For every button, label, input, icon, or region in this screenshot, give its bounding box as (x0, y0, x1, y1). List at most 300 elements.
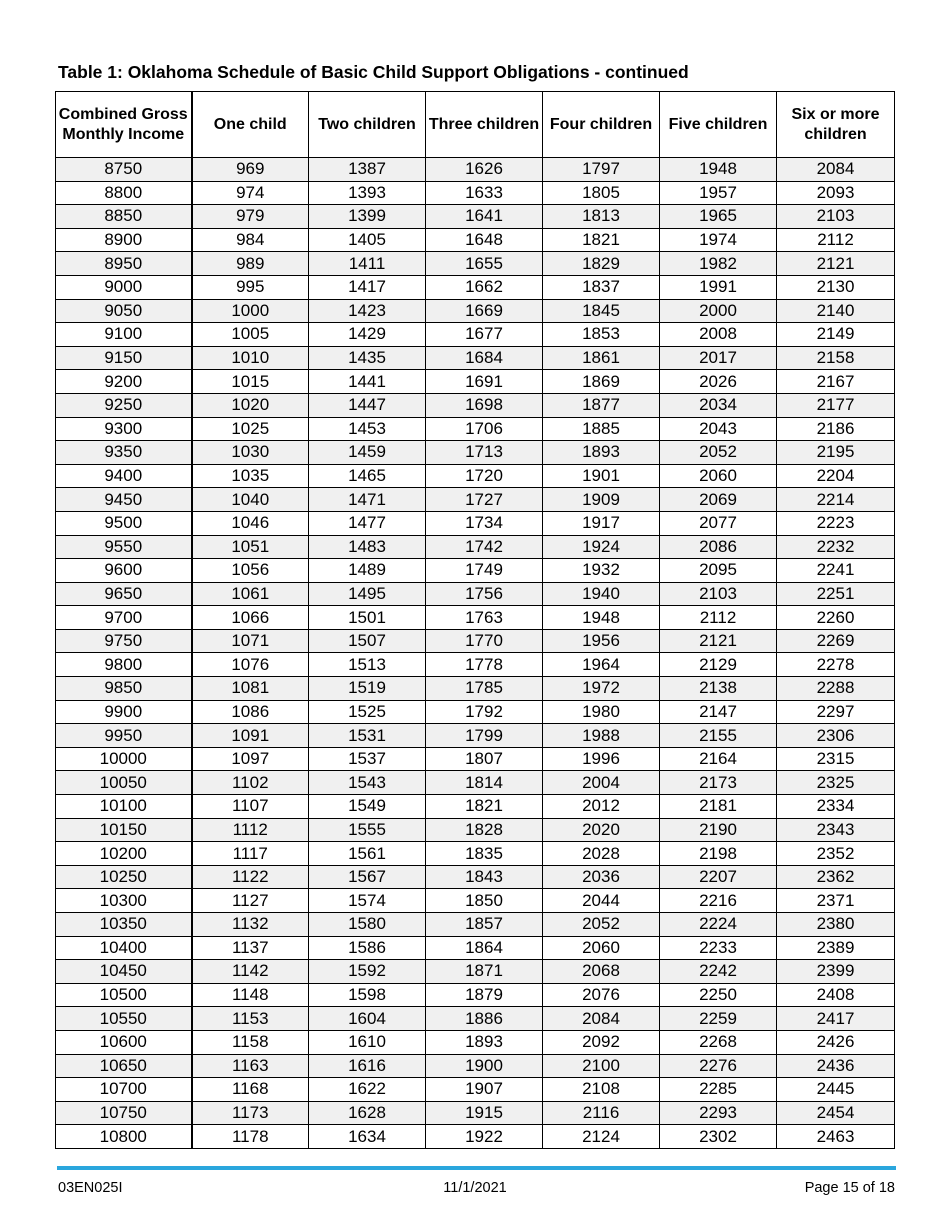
table-row (56, 370, 895, 394)
obligation-cell: 1127 (192, 889, 309, 913)
obligation-cell: 1005 (192, 323, 309, 347)
obligation-cell: 1411 (309, 252, 426, 276)
table-row (56, 299, 895, 323)
income-cell: 9600 (56, 559, 192, 583)
income-cell: 10600 (56, 1030, 192, 1054)
obligation-cell: 2112 (660, 606, 777, 630)
income-cell: 9050 (56, 299, 192, 323)
obligation-cell: 1417 (309, 275, 426, 299)
obligation-cell: 2306 (777, 724, 895, 748)
obligation-cell: 2095 (660, 559, 777, 583)
obligation-cell: 1091 (192, 724, 309, 748)
obligation-cell: 1706 (426, 417, 543, 441)
obligation-cell: 2084 (543, 1007, 660, 1031)
obligation-cell: 1148 (192, 983, 309, 1007)
table-row (56, 205, 895, 229)
obligation-cell: 2052 (660, 441, 777, 465)
table-row (56, 417, 895, 441)
income-cell: 10550 (56, 1007, 192, 1031)
table-row (56, 1125, 895, 1149)
obligation-cell: 2129 (660, 653, 777, 677)
table-row (56, 1101, 895, 1125)
obligation-cell: 1051 (192, 535, 309, 559)
obligation-cell: 2149 (777, 323, 895, 347)
obligation-cell: 1932 (543, 559, 660, 583)
header-two-children: Two children (309, 92, 426, 158)
obligation-cell: 2242 (660, 960, 777, 984)
obligation-cell: 1857 (426, 913, 543, 937)
obligation-cell: 1561 (309, 842, 426, 866)
obligation-cell: 1081 (192, 677, 309, 701)
obligation-cell: 2069 (660, 488, 777, 512)
table-row (56, 818, 895, 842)
obligation-cell: 1922 (426, 1125, 543, 1149)
obligation-cell: 2086 (660, 535, 777, 559)
obligation-cell: 2108 (543, 1078, 660, 1102)
obligation-cell: 2173 (660, 771, 777, 795)
obligation-cell: 1405 (309, 228, 426, 252)
obligation-cell: 1580 (309, 913, 426, 937)
table-row (56, 559, 895, 583)
table-row (56, 983, 895, 1007)
obligation-cell: 1132 (192, 913, 309, 937)
obligation-cell: 2195 (777, 441, 895, 465)
header-row (56, 92, 895, 158)
table-row (56, 582, 895, 606)
obligation-cell: 2204 (777, 464, 895, 488)
obligation-cell: 2269 (777, 629, 895, 653)
obligation-cell: 1000 (192, 299, 309, 323)
obligation-cell: 2352 (777, 842, 895, 866)
income-cell: 8900 (56, 228, 192, 252)
obligation-cell: 1807 (426, 747, 543, 771)
income-cell: 9550 (56, 535, 192, 559)
obligation-cell: 1495 (309, 582, 426, 606)
table-row (56, 464, 895, 488)
obligation-cell: 2155 (660, 724, 777, 748)
obligation-cell: 2216 (660, 889, 777, 913)
obligation-cell: 2164 (660, 747, 777, 771)
income-cell: 10100 (56, 795, 192, 819)
obligation-cell: 1974 (660, 228, 777, 252)
obligation-cell: 1799 (426, 724, 543, 748)
obligation-cell: 2167 (777, 370, 895, 394)
obligation-cell: 1477 (309, 511, 426, 535)
obligation-cell: 2233 (660, 936, 777, 960)
table-row (56, 842, 895, 866)
obligation-cell: 1698 (426, 393, 543, 417)
obligation-cell: 2371 (777, 889, 895, 913)
table-title: Table 1: Oklahoma Schedule of Basic Child Support Obligations - continued (58, 62, 689, 82)
obligation-cell: 974 (192, 181, 309, 205)
obligation-cell: 2043 (660, 417, 777, 441)
obligation-cell: 1158 (192, 1030, 309, 1054)
obligation-cell: 2121 (660, 629, 777, 653)
obligation-cell: 1035 (192, 464, 309, 488)
income-cell: 8750 (56, 158, 192, 182)
obligation-cell: 1076 (192, 653, 309, 677)
obligation-cell: 2198 (660, 842, 777, 866)
obligation-cell: 1845 (543, 299, 660, 323)
obligation-cell: 2116 (543, 1101, 660, 1125)
income-cell: 9250 (56, 393, 192, 417)
obligation-cell: 1543 (309, 771, 426, 795)
income-cell: 8800 (56, 181, 192, 205)
obligation-cell: 1885 (543, 417, 660, 441)
obligation-cell: 1879 (426, 983, 543, 1007)
obligation-cell: 2380 (777, 913, 895, 937)
obligation-cell: 2288 (777, 677, 895, 701)
obligation-cell: 1622 (309, 1078, 426, 1102)
income-cell: 9150 (56, 346, 192, 370)
obligation-cell: 1102 (192, 771, 309, 795)
table-row (56, 488, 895, 512)
obligation-cell: 2181 (660, 795, 777, 819)
obligation-cell: 1901 (543, 464, 660, 488)
obligation-cell: 1447 (309, 393, 426, 417)
obligation-cell: 1893 (543, 441, 660, 465)
table-row (56, 393, 895, 417)
obligation-cell: 2293 (660, 1101, 777, 1125)
obligation-cell: 2251 (777, 582, 895, 606)
obligation-cell: 2100 (543, 1054, 660, 1078)
obligation-cell: 2389 (777, 936, 895, 960)
obligation-cell: 1525 (309, 700, 426, 724)
obligation-cell: 2186 (777, 417, 895, 441)
obligation-cell: 1429 (309, 323, 426, 347)
income-cell: 10700 (56, 1078, 192, 1102)
obligation-cell: 2302 (660, 1125, 777, 1149)
obligation-cell: 1531 (309, 724, 426, 748)
obligation-cell: 1153 (192, 1007, 309, 1031)
obligation-cell: 1634 (309, 1125, 426, 1149)
income-cell: 9700 (56, 606, 192, 630)
obligation-cell: 2417 (777, 1007, 895, 1031)
obligation-cell: 1797 (543, 158, 660, 182)
obligation-cell: 1756 (426, 582, 543, 606)
obligation-cell: 1097 (192, 747, 309, 771)
obligation-cell: 1785 (426, 677, 543, 701)
obligation-cell: 1399 (309, 205, 426, 229)
obligation-cell: 1030 (192, 441, 309, 465)
obligation-cell: 2112 (777, 228, 895, 252)
obligation-cell: 1056 (192, 559, 309, 583)
obligation-cell: 2147 (660, 700, 777, 724)
obligation-cell: 1956 (543, 629, 660, 653)
obligation-cell: 1940 (543, 582, 660, 606)
obligation-cell: 2028 (543, 842, 660, 866)
income-cell: 10200 (56, 842, 192, 866)
obligation-cell: 989 (192, 252, 309, 276)
obligation-cell: 1778 (426, 653, 543, 677)
obligation-cell: 1853 (543, 323, 660, 347)
income-cell: 9000 (56, 275, 192, 299)
obligation-cell: 1924 (543, 535, 660, 559)
table-row (56, 700, 895, 724)
obligation-cell: 1641 (426, 205, 543, 229)
obligation-cell: 2052 (543, 913, 660, 937)
obligation-cell: 1869 (543, 370, 660, 394)
obligation-cell: 2190 (660, 818, 777, 842)
obligation-cell: 1871 (426, 960, 543, 984)
obligation-cell: 1168 (192, 1078, 309, 1102)
obligation-cell: 2232 (777, 535, 895, 559)
table-row (56, 323, 895, 347)
obligation-cell: 2026 (660, 370, 777, 394)
obligation-cell: 2426 (777, 1030, 895, 1054)
child-support-table (55, 91, 895, 1149)
obligation-cell: 1459 (309, 441, 426, 465)
obligation-cell: 2278 (777, 653, 895, 677)
obligation-cell: 2012 (543, 795, 660, 819)
obligation-cell: 2207 (660, 865, 777, 889)
obligation-cell: 1465 (309, 464, 426, 488)
obligation-cell: 1828 (426, 818, 543, 842)
obligation-cell: 1435 (309, 346, 426, 370)
table-row (56, 747, 895, 771)
obligation-cell: 2093 (777, 181, 895, 205)
footer-rule (57, 1166, 896, 1170)
obligation-cell: 1662 (426, 275, 543, 299)
obligation-cell: 1616 (309, 1054, 426, 1078)
table-row (56, 158, 895, 182)
obligation-cell: 2084 (777, 158, 895, 182)
obligation-cell: 2241 (777, 559, 895, 583)
obligation-cell: 1813 (543, 205, 660, 229)
obligation-cell: 1483 (309, 535, 426, 559)
obligation-cell: 1423 (309, 299, 426, 323)
table-row (56, 1078, 895, 1102)
obligation-cell: 1829 (543, 252, 660, 276)
obligation-cell: 1814 (426, 771, 543, 795)
footer-date: 11/1/2021 (443, 1180, 507, 1196)
obligation-cell: 995 (192, 275, 309, 299)
obligation-cell: 2362 (777, 865, 895, 889)
obligation-cell: 2008 (660, 323, 777, 347)
obligation-cell: 1850 (426, 889, 543, 913)
header-five-children: Five children (660, 92, 777, 158)
income-cell: 9350 (56, 441, 192, 465)
obligation-cell: 1917 (543, 511, 660, 535)
obligation-cell: 2177 (777, 393, 895, 417)
obligation-cell: 1996 (543, 747, 660, 771)
obligation-cell: 1734 (426, 511, 543, 535)
footer-document-code: 03EN025I (58, 1180, 123, 1196)
obligation-cell: 1604 (309, 1007, 426, 1031)
obligation-cell: 2463 (777, 1125, 895, 1149)
table-row (56, 535, 895, 559)
obligation-cell: 2092 (543, 1030, 660, 1054)
income-cell: 9750 (56, 629, 192, 653)
obligation-cell: 1957 (660, 181, 777, 205)
obligation-cell: 2285 (660, 1078, 777, 1102)
obligation-cell: 1835 (426, 842, 543, 866)
obligation-cell: 1821 (426, 795, 543, 819)
obligation-cell: 1980 (543, 700, 660, 724)
obligation-cell: 1537 (309, 747, 426, 771)
obligation-cell: 2223 (777, 511, 895, 535)
obligation-cell: 1900 (426, 1054, 543, 1078)
obligation-cell: 1015 (192, 370, 309, 394)
obligation-cell: 2259 (660, 1007, 777, 1031)
obligation-cell: 1691 (426, 370, 543, 394)
obligation-cell: 2068 (543, 960, 660, 984)
obligation-cell: 1020 (192, 393, 309, 417)
obligation-cell: 1501 (309, 606, 426, 630)
obligation-cell: 1837 (543, 275, 660, 299)
obligation-cell: 1893 (426, 1030, 543, 1054)
table-row (56, 677, 895, 701)
obligation-cell: 1574 (309, 889, 426, 913)
obligation-cell: 1393 (309, 181, 426, 205)
table-row (56, 606, 895, 630)
obligation-cell: 2140 (777, 299, 895, 323)
obligation-cell: 2268 (660, 1030, 777, 1054)
obligation-cell: 1669 (426, 299, 543, 323)
obligation-cell: 979 (192, 205, 309, 229)
table-row (56, 960, 895, 984)
income-cell: 9900 (56, 700, 192, 724)
obligation-cell: 1720 (426, 464, 543, 488)
table-row (56, 629, 895, 653)
income-cell: 10500 (56, 983, 192, 1007)
obligation-cell: 1071 (192, 629, 309, 653)
obligation-cell: 2130 (777, 275, 895, 299)
obligation-cell: 1964 (543, 653, 660, 677)
obligation-cell: 1592 (309, 960, 426, 984)
income-cell: 10400 (56, 936, 192, 960)
obligation-cell: 2060 (543, 936, 660, 960)
obligation-cell: 1727 (426, 488, 543, 512)
income-cell: 9450 (56, 488, 192, 512)
obligation-cell: 1507 (309, 629, 426, 653)
obligation-cell: 1948 (543, 606, 660, 630)
obligation-cell: 1982 (660, 252, 777, 276)
obligation-cell: 1040 (192, 488, 309, 512)
obligation-cell: 1122 (192, 865, 309, 889)
obligation-cell: 1107 (192, 795, 309, 819)
obligation-cell: 1965 (660, 205, 777, 229)
table-row (56, 795, 895, 819)
income-cell: 10250 (56, 865, 192, 889)
obligation-cell: 1453 (309, 417, 426, 441)
obligation-cell: 2000 (660, 299, 777, 323)
obligation-cell: 2060 (660, 464, 777, 488)
obligation-cell: 2224 (660, 913, 777, 937)
income-cell: 8850 (56, 205, 192, 229)
income-cell: 10450 (56, 960, 192, 984)
obligation-cell: 1519 (309, 677, 426, 701)
table-row (56, 1030, 895, 1054)
obligation-cell: 1387 (309, 158, 426, 182)
table-row (56, 936, 895, 960)
obligation-cell: 1025 (192, 417, 309, 441)
header-income: Combined Gross Monthly Income (56, 92, 192, 158)
table-row (56, 1054, 895, 1078)
income-cell: 9650 (56, 582, 192, 606)
obligation-cell: 2004 (543, 771, 660, 795)
obligation-cell: 1749 (426, 559, 543, 583)
table-row (56, 1007, 895, 1031)
obligation-cell: 1628 (309, 1101, 426, 1125)
table-row (56, 181, 895, 205)
obligation-cell: 1010 (192, 346, 309, 370)
obligation-cell: 2121 (777, 252, 895, 276)
obligation-cell: 1112 (192, 818, 309, 842)
obligation-cell: 2138 (660, 677, 777, 701)
income-cell: 9300 (56, 417, 192, 441)
table-row (56, 252, 895, 276)
obligation-cell: 1821 (543, 228, 660, 252)
table-row (56, 228, 895, 252)
obligation-cell: 2276 (660, 1054, 777, 1078)
income-cell: 10750 (56, 1101, 192, 1125)
income-cell: 9800 (56, 653, 192, 677)
table-row (56, 441, 895, 465)
table-row (56, 275, 895, 299)
obligation-cell: 1648 (426, 228, 543, 252)
obligation-cell: 1549 (309, 795, 426, 819)
header-one-child: One child (192, 92, 309, 158)
obligation-cell: 2334 (777, 795, 895, 819)
table-row (56, 865, 895, 889)
obligation-cell: 1677 (426, 323, 543, 347)
obligation-cell: 2260 (777, 606, 895, 630)
obligation-cell: 1633 (426, 181, 543, 205)
income-cell: 10050 (56, 771, 192, 795)
header-three-children: Three children (426, 92, 543, 158)
income-cell: 9500 (56, 511, 192, 535)
income-cell: 8950 (56, 252, 192, 276)
obligation-cell: 1163 (192, 1054, 309, 1078)
obligation-cell: 1770 (426, 629, 543, 653)
obligation-cell: 969 (192, 158, 309, 182)
obligation-cell: 1441 (309, 370, 426, 394)
obligation-cell: 984 (192, 228, 309, 252)
footer-page-number: Page 15 of 18 (804, 1180, 895, 1196)
obligation-cell: 2103 (777, 205, 895, 229)
obligation-cell: 1655 (426, 252, 543, 276)
obligation-cell: 1178 (192, 1125, 309, 1149)
header-six-or-more-children: Six or more children (777, 92, 895, 158)
obligation-cell: 1061 (192, 582, 309, 606)
obligation-cell: 1915 (426, 1101, 543, 1125)
obligation-cell: 1555 (309, 818, 426, 842)
income-cell: 9850 (56, 677, 192, 701)
obligation-cell: 2158 (777, 346, 895, 370)
obligation-cell: 2454 (777, 1101, 895, 1125)
obligation-cell: 1626 (426, 158, 543, 182)
obligation-cell: 1864 (426, 936, 543, 960)
income-cell: 9200 (56, 370, 192, 394)
income-cell: 9950 (56, 724, 192, 748)
obligation-cell: 1066 (192, 606, 309, 630)
table-body (56, 158, 895, 1149)
obligation-cell: 1684 (426, 346, 543, 370)
income-cell: 10300 (56, 889, 192, 913)
obligation-cell: 2076 (543, 983, 660, 1007)
obligation-cell: 2124 (543, 1125, 660, 1149)
obligation-cell: 1489 (309, 559, 426, 583)
obligation-cell: 2408 (777, 983, 895, 1007)
obligation-cell: 1991 (660, 275, 777, 299)
obligation-cell: 1086 (192, 700, 309, 724)
obligation-cell: 1173 (192, 1101, 309, 1125)
obligation-cell: 2315 (777, 747, 895, 771)
obligation-cell: 1142 (192, 960, 309, 984)
obligation-cell: 2036 (543, 865, 660, 889)
obligation-cell: 1046 (192, 511, 309, 535)
